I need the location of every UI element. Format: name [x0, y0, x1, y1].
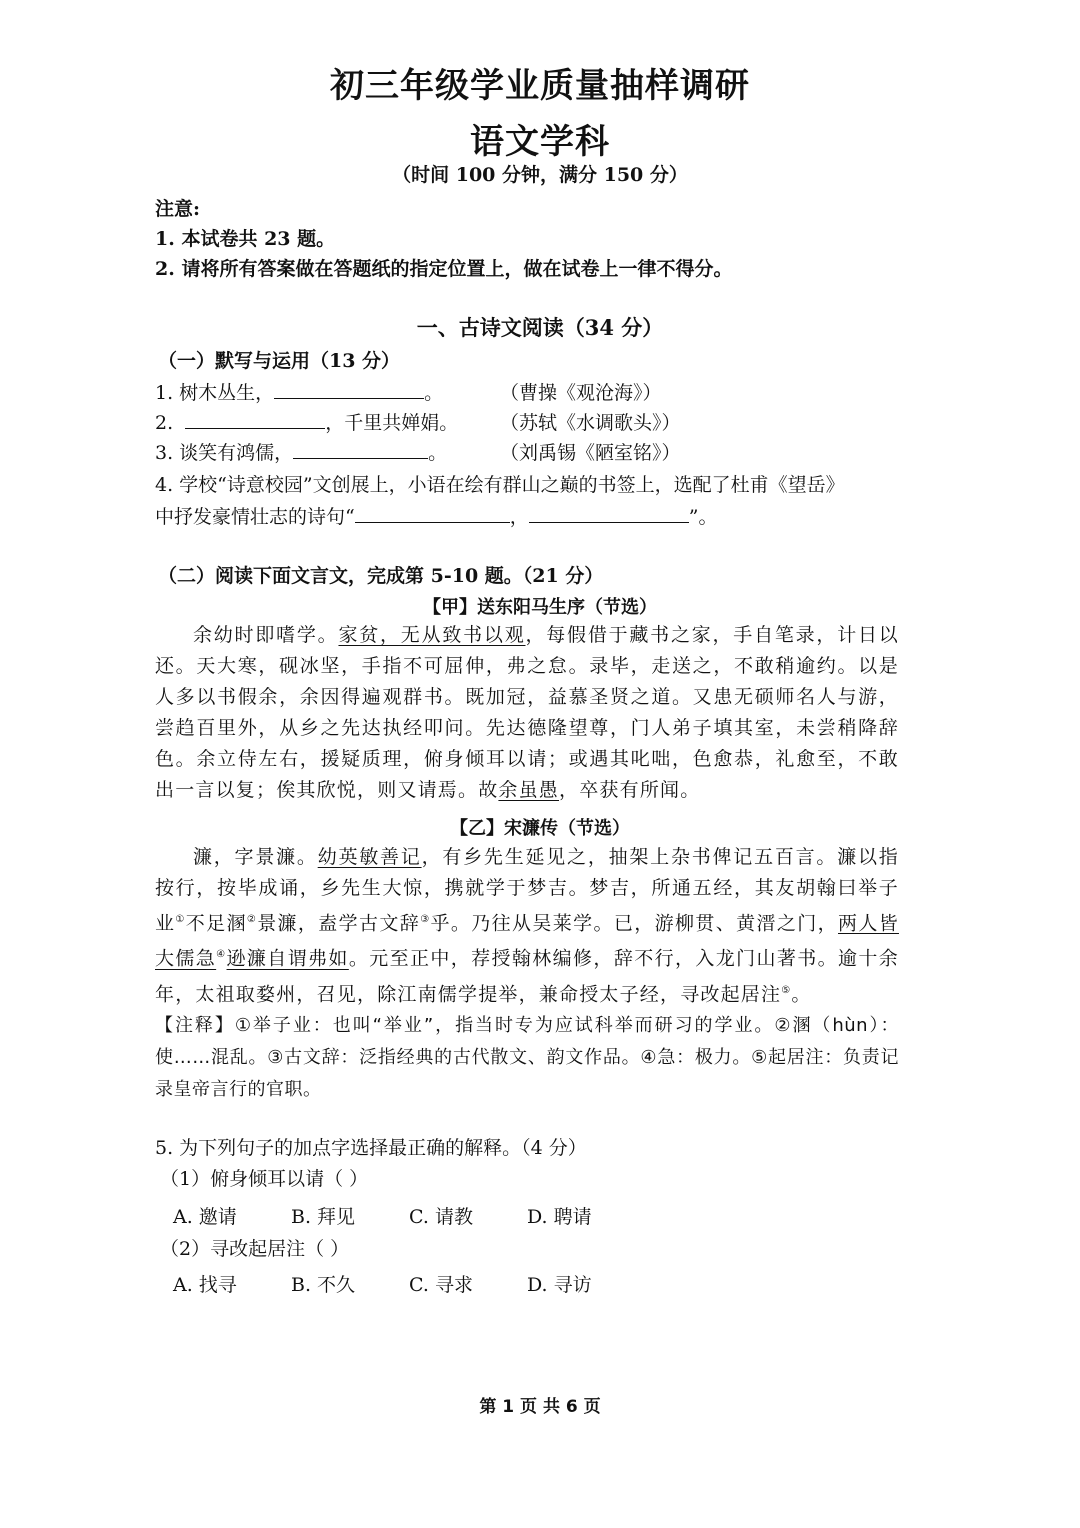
part-heading: （二）阅读下面文言文，完成第 5-10 题。（21 分）	[158, 565, 604, 587]
question-source: （刘禹锡《陋室铭》）	[500, 442, 681, 464]
question-text: 中抒发豪情壮志的诗句“	[155, 506, 355, 528]
question-4-line2	[155, 502, 717, 529]
answer-blank	[185, 427, 325, 429]
question-2	[155, 408, 458, 435]
question-text: ，千里共婵娟。	[325, 412, 459, 434]
footnote-marker: ①	[175, 914, 186, 925]
notice-item: 2. 请将所有答案做在答题纸的指定位置上，做在试卷上一律不得分。	[155, 258, 733, 280]
underlined-sentence: 家贫，无从致书以观	[338, 624, 526, 646]
punct: 。	[428, 442, 448, 464]
footnote-marker: ④	[216, 949, 227, 961]
answer-blank	[293, 457, 428, 459]
question-text: 1. 树木丛生，	[155, 382, 275, 404]
part-heading: （一）默写与运用（13 分）	[158, 350, 401, 372]
text-span: 不足溷	[185, 912, 247, 935]
option: C. 寻求	[409, 1274, 473, 1296]
punct: 。	[424, 382, 444, 404]
option: C. 请教	[409, 1206, 473, 1228]
passage-a-title: 【甲】送东阳马生序（节选）	[423, 597, 657, 618]
question-5-sub1: （1）俯身倾耳以请（ ）	[160, 1168, 369, 1190]
option: A. 邀请	[173, 1206, 237, 1228]
subject-title: 语文学科	[470, 122, 610, 162]
option: B. 不久	[291, 1274, 356, 1296]
underlined-sentence: 逊濂自谓弗如	[226, 947, 349, 970]
option: D. 聘请	[527, 1206, 592, 1228]
question-5-sub1-options	[173, 1202, 645, 1229]
footnote-marker: ③	[420, 914, 431, 925]
question-5-sub2: （2）寻改起居注（ ）	[160, 1238, 350, 1260]
question-source: （苏轼《水调歌头》）	[500, 412, 681, 434]
answer-blank	[529, 521, 689, 523]
passage-a-text	[155, 620, 899, 806]
section-heading: 一、古诗文阅读（34 分）	[416, 315, 664, 340]
exam-title: 初三年级学业质量抽样调研	[330, 66, 750, 106]
footnote-marker: ②	[246, 914, 258, 925]
option: B. 拜见	[291, 1206, 356, 1228]
footnote-marker: ⑤	[781, 984, 792, 996]
text-span: 乎。乃往从吴莱学。已，游柳贯、黄溍之门，	[430, 912, 839, 935]
exam-time-score: （时间 100 分钟，满分 150 分）	[392, 164, 688, 186]
notice-item: 1. 本试卷共 23 题。	[155, 228, 336, 250]
text-span: 景濂，盍学古文辞	[257, 912, 421, 935]
page-number: 第 1 页 共 6 页	[479, 1397, 601, 1417]
text-span: ，有乡先生延见之，抽架上杂书俾记五百言。濂以指按行，按毕成诵，乡先生大惊，携就学于梦吉。梦吉，所通五经，其友胡翰曰举子业	[155, 846, 899, 935]
option: D. 寻访	[527, 1274, 592, 1296]
punct: ，	[509, 506, 529, 528]
question-text: 3. 谈笑有鸿儒，	[155, 442, 294, 464]
answer-blank	[355, 521, 510, 523]
notice-label: 注意:	[155, 198, 201, 220]
passage-b-text	[155, 842, 899, 1010]
text-span: 。元至正中，荐授翰林编修，辞不行，入龙门山著书。逾十余年，太祖取婺州，召见，除江南儒学提举，兼命授太子经，寻改起居注	[155, 947, 900, 1005]
text-span: 濂，字景濂。	[193, 846, 318, 868]
option: A. 找寻	[173, 1274, 237, 1296]
annotations: 【注释】①举子业：也叫“举业”，指当时专为应试科举而研习的学业。②溷（hùn）：使……混乱。③古文辞：泛指经典的古代散文、韵文作品。④急：极力。⑤起居注：负责记录皇帝言行的官职。	[155, 1015, 899, 1100]
question-4-line1: 4. 学校“诗意校园”文创展上，小语在绘有群山之巅的书签上，选配了杜甫《望岳》	[155, 474, 845, 496]
question-5-stem: 5. 为下列句子的加点字选择最正确的解释。（4 分）	[155, 1137, 587, 1159]
question-3	[155, 438, 447, 465]
answer-blank	[274, 397, 424, 399]
underlined-sentence: 幼英敏善记	[317, 846, 422, 868]
text-span: ，卒获有所闻。	[559, 779, 701, 801]
underlined-sentence: 余虽愚	[498, 779, 560, 801]
question-number: 2.	[155, 412, 174, 434]
underlined-sentence: 两人皆大儒急	[155, 912, 899, 970]
text-span: 余幼时即嗜学。	[193, 624, 339, 646]
passage-b-title: 【乙】宋濂传（节选）	[450, 818, 630, 839]
text-span: 。	[791, 982, 812, 1005]
question-5-sub2-options	[173, 1270, 645, 1297]
question-source: （曹操《观沧海》）	[500, 382, 662, 404]
text-span: ，每假借于藏书之家，手自笔录，计日以还。天大寒，砚冰坚，手指不可屈伸，弗之怠。录毕，走送之，不敢稍逾约。以是人多以书假余，余因得遍观群书。既加冠，益慕圣贤之道。又患无硕师名人与游，尝趋百里外，从乡之先达执经叩问。先达德隆望尊，门人弟子填其室，未尝稍降辞色。余立侍左右，援疑质理，俯身倾耳以请；或遇其叱咄，色愈恭，礼愈至，不敢出一言以复；俟其欣悦，则又请焉。故	[155, 624, 899, 801]
punct: ”。	[688, 506, 718, 528]
question-1	[155, 378, 443, 405]
